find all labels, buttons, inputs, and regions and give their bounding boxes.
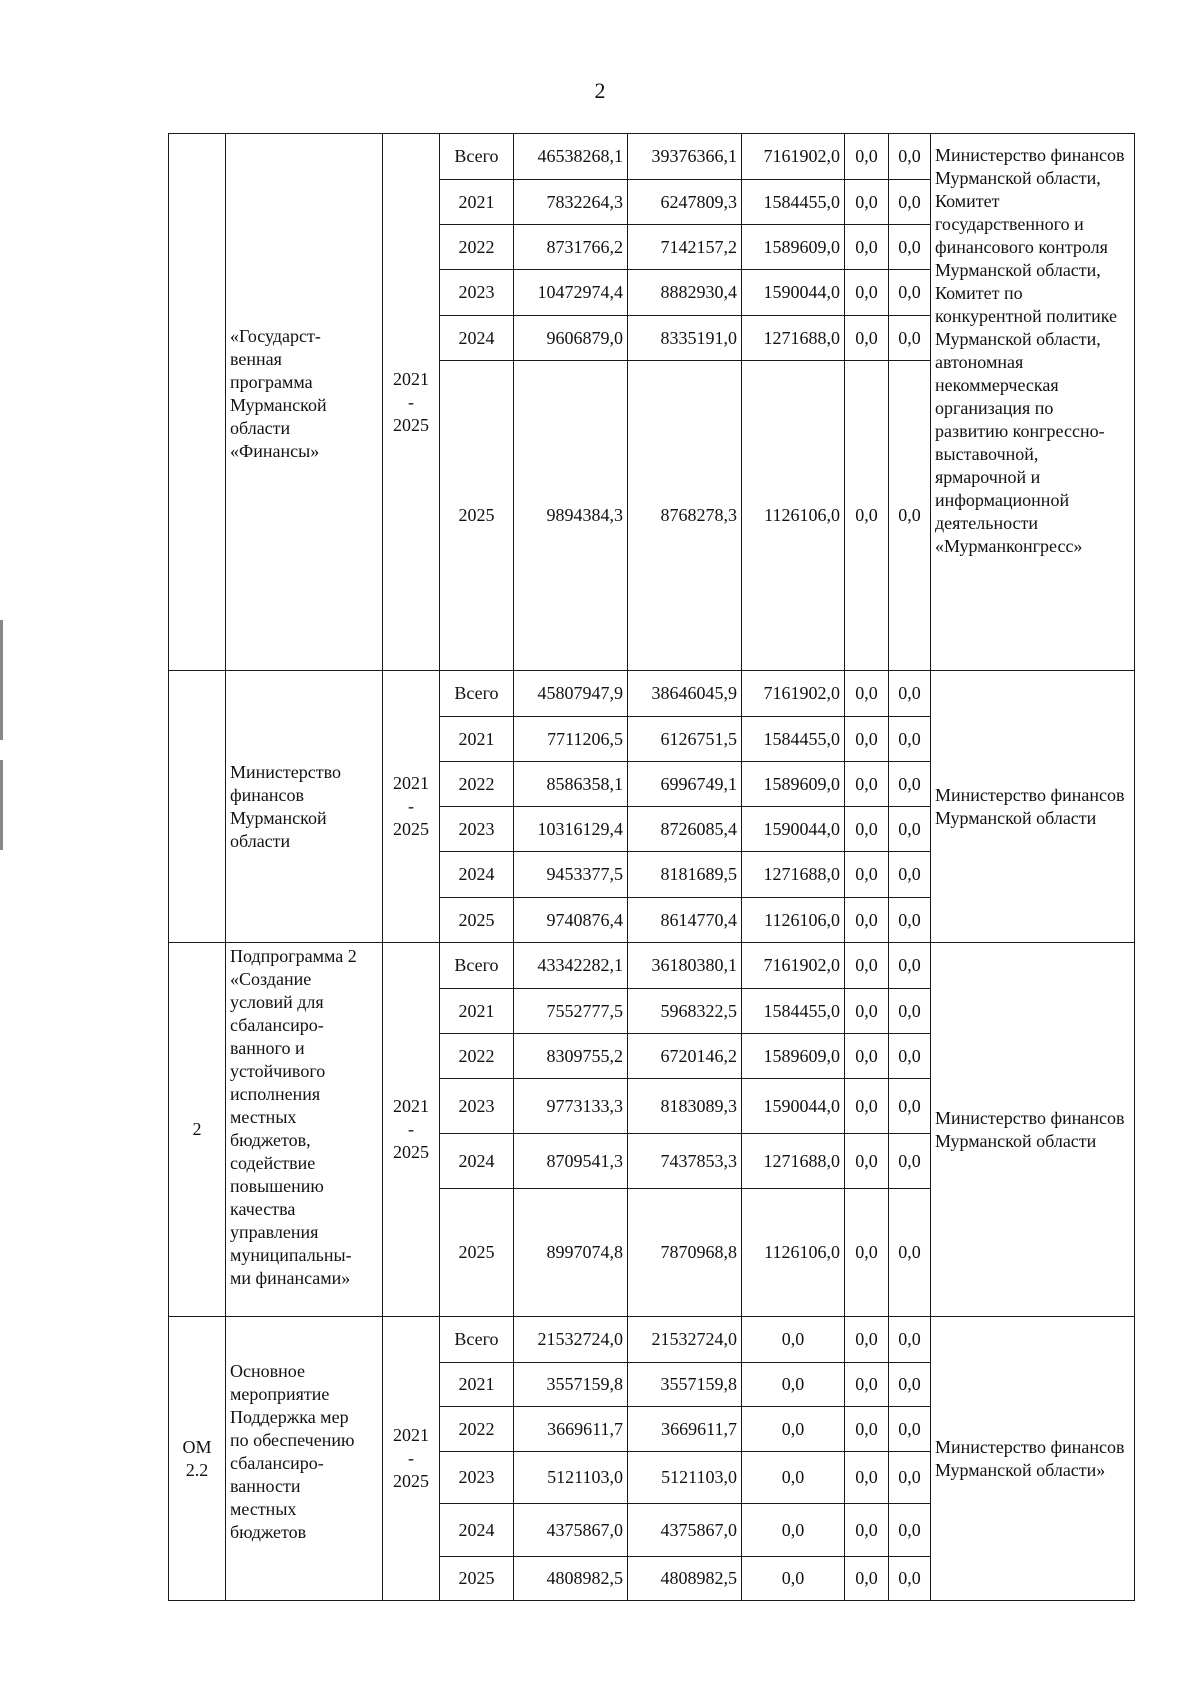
other-funds-value: 0,0 <box>889 762 931 807</box>
regional-budget-value: 7870968,8 <box>628 1189 742 1317</box>
local-budget-value: 0,0 <box>845 1407 889 1452</box>
local-budget-value: 0,0 <box>845 1363 889 1407</box>
local-budget-value: 0,0 <box>845 1079 889 1134</box>
federal-budget-value: 1590044,0 <box>742 270 845 316</box>
year-label: 2023 <box>440 807 514 852</box>
total-value: 5121103,0 <box>514 1452 628 1504</box>
other-funds-value: 0,0 <box>889 1452 931 1504</box>
other-funds-value: 0,0 <box>889 1363 931 1407</box>
period: 2021 - 2025 <box>383 671 440 943</box>
regional-budget-value: 6126751,5 <box>628 717 742 762</box>
other-funds-value: 0,0 <box>889 989 931 1034</box>
federal-budget-value: 0,0 <box>742 1317 845 1363</box>
regional-budget-value: 8183089,3 <box>628 1079 742 1134</box>
year-label: 2022 <box>440 1407 514 1452</box>
program-name: «Государст- венная программа Мурманской области «Финансы» <box>226 134 383 671</box>
local-budget-value: 0,0 <box>845 671 889 717</box>
regional-budget-value: 38646045,9 <box>628 671 742 717</box>
total-value: 45807947,9 <box>514 671 628 717</box>
federal-budget-value: 1590044,0 <box>742 1079 845 1134</box>
federal-budget-value: 7161902,0 <box>742 671 845 717</box>
regional-budget-value: 8882930,4 <box>628 270 742 316</box>
federal-budget-value: 0,0 <box>742 1504 845 1557</box>
local-budget-value: 0,0 <box>845 316 889 361</box>
other-funds-value: 0,0 <box>889 316 931 361</box>
regional-budget-value: 4808982,5 <box>628 1557 742 1601</box>
local-budget-value: 0,0 <box>845 180 889 225</box>
row-code <box>169 134 226 671</box>
other-funds-value: 0,0 <box>889 898 931 943</box>
federal-budget-value: 1126106,0 <box>742 361 845 671</box>
period: 2021 - 2025 <box>383 943 440 1317</box>
other-funds-value: 0,0 <box>889 1079 931 1134</box>
program-name: Основное мероприятие Поддержка мер по обеспечению сбалансиро- ванности местных бюджетов <box>226 1317 383 1601</box>
total-value: 9894384,3 <box>514 361 628 671</box>
other-funds-value: 0,0 <box>889 1034 931 1079</box>
row-code <box>169 671 226 943</box>
year-label: Всего <box>440 943 514 989</box>
federal-budget-value: 7161902,0 <box>742 943 845 989</box>
federal-budget-value: 0,0 <box>742 1363 845 1407</box>
table-row <box>169 1317 1135 1363</box>
federal-budget-value: 0,0 <box>742 1557 845 1601</box>
year-label: 2025 <box>440 1557 514 1601</box>
total-value: 43342282,1 <box>514 943 628 989</box>
year-label: 2022 <box>440 762 514 807</box>
regional-budget-value: 8726085,4 <box>628 807 742 852</box>
other-funds-value: 0,0 <box>889 180 931 225</box>
row-code: ОМ 2.2 <box>169 1317 226 1601</box>
year-label: 2022 <box>440 225 514 270</box>
program-name: Министерство финансов Мурманской области <box>226 671 383 943</box>
federal-budget-value: 1584455,0 <box>742 180 845 225</box>
total-value: 10316129,4 <box>514 807 628 852</box>
other-funds-value: 0,0 <box>889 361 931 671</box>
federal-budget-value: 7161902,0 <box>742 134 845 180</box>
year-label: 2021 <box>440 180 514 225</box>
period: 2021 - 2025 <box>383 1317 440 1601</box>
other-funds-value: 0,0 <box>889 1189 931 1317</box>
year-label: 2023 <box>440 270 514 316</box>
local-budget-value: 0,0 <box>845 1317 889 1363</box>
federal-budget-value: 0,0 <box>742 1407 845 1452</box>
total-value: 9773133,3 <box>514 1079 628 1134</box>
local-budget-value: 0,0 <box>845 270 889 316</box>
other-funds-value: 0,0 <box>889 1557 931 1601</box>
year-label: 2024 <box>440 852 514 898</box>
year-label: 2021 <box>440 717 514 762</box>
table-row <box>169 671 1135 717</box>
local-budget-value: 0,0 <box>845 943 889 989</box>
year-label: 2025 <box>440 1189 514 1317</box>
regional-budget-value: 7437853,3 <box>628 1134 742 1189</box>
year-label: Всего <box>440 1317 514 1363</box>
page-number: 2 <box>594 78 606 103</box>
federal-budget-value: 1271688,0 <box>742 852 845 898</box>
scan-edge-mark <box>0 620 3 740</box>
executor: Министерство финансов Мурманской области <box>931 671 1135 943</box>
executor: Министерство финансов Мурманской области» <box>931 1317 1135 1601</box>
other-funds-value: 0,0 <box>889 134 931 180</box>
local-budget-value: 0,0 <box>845 134 889 180</box>
regional-budget-value: 4375867,0 <box>628 1504 742 1557</box>
year-label: 2025 <box>440 361 514 671</box>
local-budget-value: 0,0 <box>845 989 889 1034</box>
local-budget-value: 0,0 <box>845 1452 889 1504</box>
total-value: 8586358,1 <box>514 762 628 807</box>
scan-edge-mark <box>0 760 3 850</box>
federal-budget-value: 1584455,0 <box>742 989 845 1034</box>
total-value: 9453377,5 <box>514 852 628 898</box>
other-funds-value: 0,0 <box>889 717 931 762</box>
total-value: 9740876,4 <box>514 898 628 943</box>
table-body <box>169 134 1135 1601</box>
local-budget-value: 0,0 <box>845 717 889 762</box>
table-row <box>169 134 1135 180</box>
regional-budget-value: 8181689,5 <box>628 852 742 898</box>
regional-budget-value: 7142157,2 <box>628 225 742 270</box>
program-name: Подпрограмма 2 «Создание условий для сбалансиро- ванного и устойчивого исполнения местных бюджетов, содействие повышению качества управления муниципальны- ми финансами» <box>226 943 383 1317</box>
table-row <box>169 943 1135 989</box>
regional-budget-value: 39376366,1 <box>628 134 742 180</box>
regional-budget-value: 8335191,0 <box>628 316 742 361</box>
total-value: 3669611,7 <box>514 1407 628 1452</box>
year-label: 2025 <box>440 898 514 943</box>
total-value: 7832264,3 <box>514 180 628 225</box>
regional-budget-value: 6247809,3 <box>628 180 742 225</box>
total-value: 46538268,1 <box>514 134 628 180</box>
other-funds-value: 0,0 <box>889 225 931 270</box>
year-label: Всего <box>440 671 514 717</box>
regional-budget-value: 8614770,4 <box>628 898 742 943</box>
local-budget-value: 0,0 <box>845 1134 889 1189</box>
total-value: 4808982,5 <box>514 1557 628 1601</box>
local-budget-value: 0,0 <box>845 898 889 943</box>
other-funds-value: 0,0 <box>889 943 931 989</box>
executor: Министерство финансов Мурманской области <box>931 943 1135 1317</box>
other-funds-value: 0,0 <box>889 1134 931 1189</box>
other-funds-value: 0,0 <box>889 807 931 852</box>
local-budget-value: 0,0 <box>845 1189 889 1317</box>
year-label: 2024 <box>440 1504 514 1557</box>
local-budget-value: 0,0 <box>845 1034 889 1079</box>
total-value: 9606879,0 <box>514 316 628 361</box>
row-code: 2 <box>169 943 226 1317</box>
local-budget-value: 0,0 <box>845 1557 889 1601</box>
total-value: 4375867,0 <box>514 1504 628 1557</box>
local-budget-value: 0,0 <box>845 225 889 270</box>
federal-budget-value: 1589609,0 <box>742 762 845 807</box>
local-budget-value: 0,0 <box>845 852 889 898</box>
year-label: 2024 <box>440 316 514 361</box>
regional-budget-value: 6996749,1 <box>628 762 742 807</box>
other-funds-value: 0,0 <box>889 852 931 898</box>
total-value: 8709541,3 <box>514 1134 628 1189</box>
federal-budget-value: 1589609,0 <box>742 1034 845 1079</box>
regional-budget-value: 8768278,3 <box>628 361 742 671</box>
total-value: 21532724,0 <box>514 1317 628 1363</box>
local-budget-value: 0,0 <box>845 361 889 671</box>
total-value: 7552777,5 <box>514 989 628 1034</box>
regional-budget-value: 36180380,1 <box>628 943 742 989</box>
federal-budget-value: 1126106,0 <box>742 1189 845 1317</box>
year-label: Всего <box>440 134 514 180</box>
local-budget-value: 0,0 <box>845 807 889 852</box>
total-value: 8997074,8 <box>514 1189 628 1317</box>
regional-budget-value: 3669611,7 <box>628 1407 742 1452</box>
regional-budget-value: 5121103,0 <box>628 1452 742 1504</box>
local-budget-value: 0,0 <box>845 1504 889 1557</box>
period: 2021 - 2025 <box>383 134 440 671</box>
year-label: 2024 <box>440 1134 514 1189</box>
total-value: 3557159,8 <box>514 1363 628 1407</box>
federal-budget-value: 1584455,0 <box>742 717 845 762</box>
other-funds-value: 0,0 <box>889 1317 931 1363</box>
year-label: 2021 <box>440 1363 514 1407</box>
federal-budget-value: 1271688,0 <box>742 316 845 361</box>
local-budget-value: 0,0 <box>845 762 889 807</box>
total-value: 8309755,2 <box>514 1034 628 1079</box>
federal-budget-value: 0,0 <box>742 1452 845 1504</box>
federal-budget-value: 1126106,0 <box>742 898 845 943</box>
federal-budget-value: 1271688,0 <box>742 1134 845 1189</box>
regional-budget-value: 21532724,0 <box>628 1317 742 1363</box>
other-funds-value: 0,0 <box>889 1504 931 1557</box>
total-value: 10472974,4 <box>514 270 628 316</box>
other-funds-value: 0,0 <box>889 1407 931 1452</box>
total-value: 8731766,2 <box>514 225 628 270</box>
year-label: 2023 <box>440 1452 514 1504</box>
other-funds-value: 0,0 <box>889 671 931 717</box>
executor: Министерство финансов Мурманской области, Комитет государственного и финансового контроля Мурманской области, Комитет по конкурентной политике Мурманской области, автономная некоммерческая организация по развитию конгрессно-выставочной, ярмарочной и информационной деятельности «Мурманконгресс» <box>931 134 1135 671</box>
regional-budget-value: 6720146,2 <box>628 1034 742 1079</box>
total-value: 7711206,5 <box>514 717 628 762</box>
budget-table <box>168 133 1135 1601</box>
year-label: 2021 <box>440 989 514 1034</box>
regional-budget-value: 5968322,5 <box>628 989 742 1034</box>
year-label: 2022 <box>440 1034 514 1079</box>
federal-budget-value: 1589609,0 <box>742 225 845 270</box>
other-funds-value: 0,0 <box>889 270 931 316</box>
regional-budget-value: 3557159,8 <box>628 1363 742 1407</box>
federal-budget-value: 1590044,0 <box>742 807 845 852</box>
year-label: 2023 <box>440 1079 514 1134</box>
